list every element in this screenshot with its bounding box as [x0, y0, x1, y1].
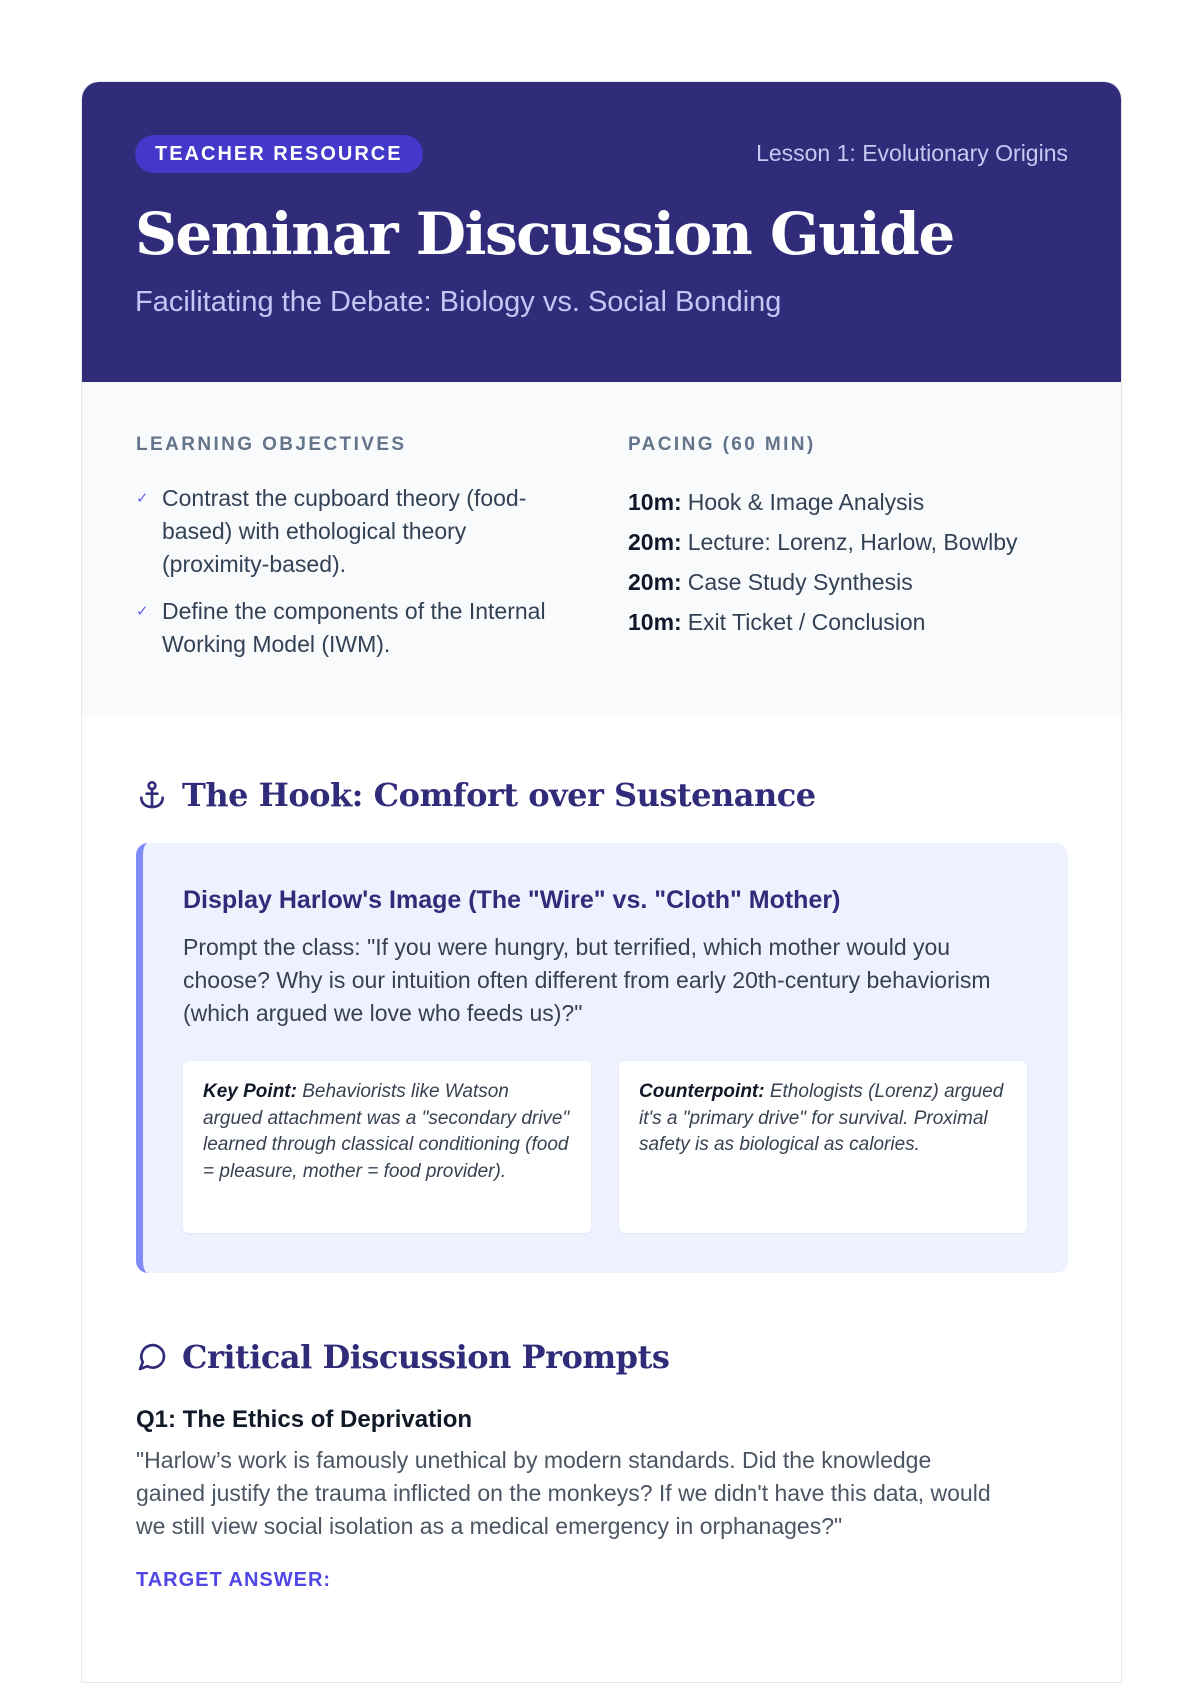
question-title: Q1: The Ethics of Deprivation — [136, 1406, 473, 1433]
discussion-heading: Critical Discussion Prompts — [182, 1338, 670, 1376]
pacing-label: Hook & Image Analysis — [687, 489, 925, 515]
hook-box-title: Display Harlow's Image (The "Wire" vs. "Cloth" Mother) — [183, 886, 841, 914]
key-point-card — [183, 1061, 591, 1233]
pacing-item — [628, 482, 1088, 522]
page-subtitle: Facilitating the Debate: Biology vs. Social Bonding — [135, 286, 782, 318]
hook-section-heading — [136, 776, 816, 814]
pacing-label: Lecture: Lorenz, Harlow, Bowlby — [687, 529, 1018, 555]
hook-prompt: Prompt the class: "If you were hungry, but terrified, which mother would you choose? Why is our intuition often different from early 20th-century behaviorism (which argued we love who feeds us)?" — [183, 934, 991, 1026]
pacing-item — [628, 602, 1088, 642]
pacing-time: 20m: — [628, 529, 682, 555]
counterpoint-label: Counterpoint: — [639, 1081, 765, 1102]
pacing — [628, 434, 1088, 642]
check-icon: ✓ — [136, 490, 149, 507]
objectives-heading: LEARNING OBJECTIVES — [136, 434, 407, 455]
objectives-band — [82, 382, 1121, 717]
objective-item — [136, 482, 576, 581]
speech-bubble-icon — [136, 1341, 168, 1373]
guide-card — [81, 81, 1122, 1683]
objective-text: Contrast the cupboard theory (food-based) with ethological theory (proximity-based). — [162, 485, 527, 577]
key-point-text: Behaviorists like Watson argued attachment was a "secondary drive" learned through classical conditioning (food = pleasure, mother = food provider). — [203, 1081, 570, 1182]
pacing-item — [628, 562, 1088, 602]
hook-callout — [136, 843, 1068, 1273]
pacing-time: 20m: — [628, 569, 682, 595]
target-answer-label: TARGET ANSWER: — [136, 1569, 332, 1591]
discussion-section-heading — [136, 1338, 669, 1376]
counterpoint-card — [619, 1061, 1027, 1233]
pacing-heading: PACING (60 MIN) — [628, 434, 816, 455]
pacing-time: 10m: — [628, 609, 682, 635]
objective-item — [136, 595, 576, 661]
pacing-time: 10m: — [628, 489, 682, 515]
pacing-label: Exit Ticket / Conclusion — [687, 609, 926, 635]
pacing-item — [628, 522, 1088, 562]
objective-text: Define the components of the Internal Working Model (IWM). — [162, 598, 546, 657]
anchor-icon — [136, 779, 168, 811]
question-text: "Harlow’s work is famously unethical by modern standards. Did the knowledge gained justify the trauma inflicted on the monkeys? If we didn't have this data, would we still view social isolation as a medical emergency in orphanages?" — [136, 1447, 991, 1539]
learning-objectives — [136, 434, 576, 675]
pacing-label: Case Study Synthesis — [687, 569, 913, 595]
hook-heading: The Hook: Comfort over Sustenance — [182, 776, 816, 814]
key-point-label: Key Point: — [203, 1081, 297, 1102]
check-icon: ✓ — [136, 603, 149, 620]
lesson-label: Lesson 1: Evolutionary Origins — [756, 140, 1068, 166]
counterpoint-text: Ethologists (Lorenz) argued it's a "primary drive" for survival. Proximal safety is as biological as calories. — [639, 1081, 1004, 1155]
page-title: Seminar Discussion Guide — [135, 200, 954, 268]
header-band — [82, 82, 1121, 382]
teacher-resource-badge: TEACHER RESOURCE — [135, 135, 423, 173]
